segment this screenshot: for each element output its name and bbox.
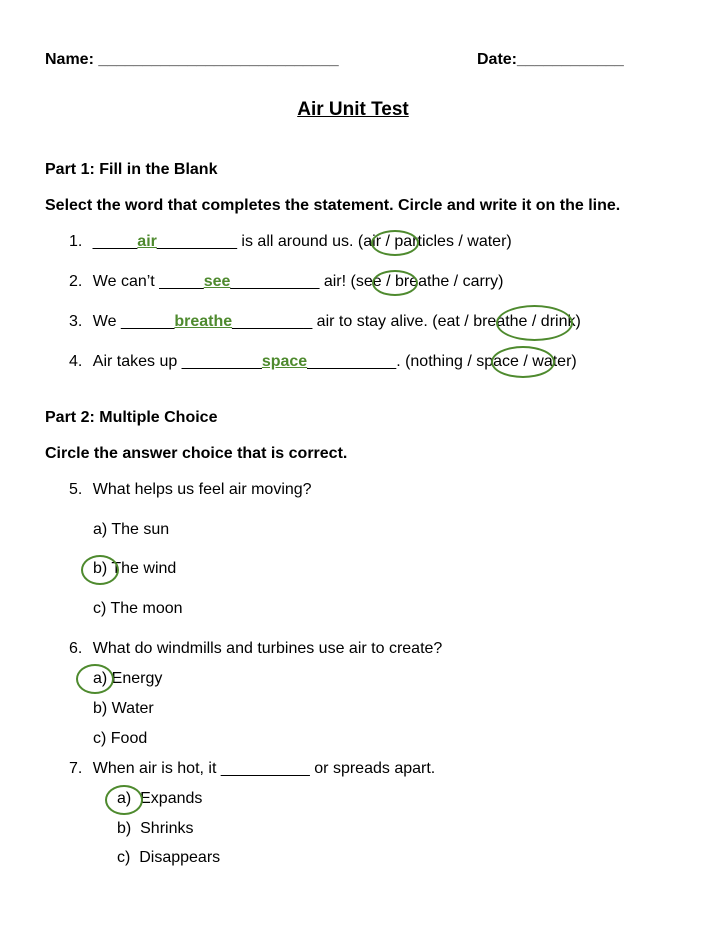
q6-number: 6. xyxy=(69,640,83,657)
question-5 xyxy=(69,480,312,500)
q2-number: 2. xyxy=(69,273,83,290)
question-7 xyxy=(69,759,435,779)
q4-pre: Air takes up xyxy=(92,353,182,370)
q6-option-b: b) Water xyxy=(93,700,154,717)
q7-number: 7. xyxy=(69,760,83,777)
circle-mark-q1 xyxy=(371,230,419,256)
q7-option-b: b) Shrinks xyxy=(117,820,194,837)
question-6 xyxy=(69,639,442,659)
q2-post: air! (see / breathe / carry) xyxy=(319,273,504,290)
q3-post: air to stay alive. (eat / breathe / drink) xyxy=(312,313,581,330)
q2-answer: see xyxy=(203,273,231,290)
q4-blank-b: __________ xyxy=(307,353,397,370)
q1-post: is all around us. (air / particles / water) xyxy=(236,233,512,250)
circle-mark-q6 xyxy=(76,664,114,694)
q5-text: What helps us feel air moving? xyxy=(92,481,312,498)
circle-mark-q3 xyxy=(496,305,573,341)
circle-mark-q4 xyxy=(491,346,555,378)
q6-text: What do windmills and turbines use air to create? xyxy=(92,640,443,657)
q7-option-c: c) Disappears xyxy=(117,849,221,866)
part2-instruction: Circle the answer choice that is correct. xyxy=(45,445,348,462)
date-line: ____________ xyxy=(517,51,624,68)
q1-answer: air xyxy=(137,233,157,250)
part1-heading: Part 1: Fill in the Blank xyxy=(45,161,218,178)
q5-option-a: a) The sun xyxy=(93,521,170,538)
q5-option-c: c) The moon xyxy=(93,600,183,617)
q2-blank-a: _____ xyxy=(159,273,204,290)
q4-answer: space xyxy=(261,353,308,370)
q6-option-c: c) Food xyxy=(93,730,148,747)
q1-blank-b: _________ xyxy=(156,233,237,250)
q3-number: 3. xyxy=(69,313,83,330)
part2-heading: Part 2: Multiple Choice xyxy=(45,409,218,426)
circle-mark-q7 xyxy=(105,785,143,815)
page-title: Air Unit Test xyxy=(297,99,409,120)
q6-option-a: a) Energy xyxy=(93,670,163,687)
q3-answer: breathe xyxy=(174,313,233,330)
circle-mark-q2 xyxy=(372,270,418,296)
q3-blank-a: ______ xyxy=(120,313,175,330)
question-2 xyxy=(69,272,503,292)
q4-blank-a: _________ xyxy=(181,353,262,370)
q3-blank-b: _________ xyxy=(232,313,313,330)
date-field xyxy=(477,50,624,70)
q1-blank-a: _____ xyxy=(92,233,138,250)
part1-instruction: Select the word that completes the statement. Circle and write it on the line. xyxy=(45,197,621,214)
q1-number: 1. xyxy=(69,233,83,250)
circle-mark-q5 xyxy=(81,555,119,585)
question-1 xyxy=(69,232,512,252)
q5-option-b: b) The wind xyxy=(93,560,177,577)
q4-post: . (nothing / space / water) xyxy=(396,353,577,370)
q3-pre: We xyxy=(92,313,121,330)
q2-pre: We can’t xyxy=(92,273,160,290)
q7-text: When air is hot, it __________ or spreads apart. xyxy=(92,760,436,777)
name-field xyxy=(45,50,339,70)
name-line: ___________________________ xyxy=(98,51,339,68)
name-label: Name: xyxy=(45,51,94,68)
date-label: Date: xyxy=(477,51,518,68)
q2-blank-b: __________ xyxy=(230,273,320,290)
q5-number: 5. xyxy=(69,481,83,498)
q7-option-a: a) Expands xyxy=(117,790,203,807)
q4-number: 4. xyxy=(69,353,83,370)
